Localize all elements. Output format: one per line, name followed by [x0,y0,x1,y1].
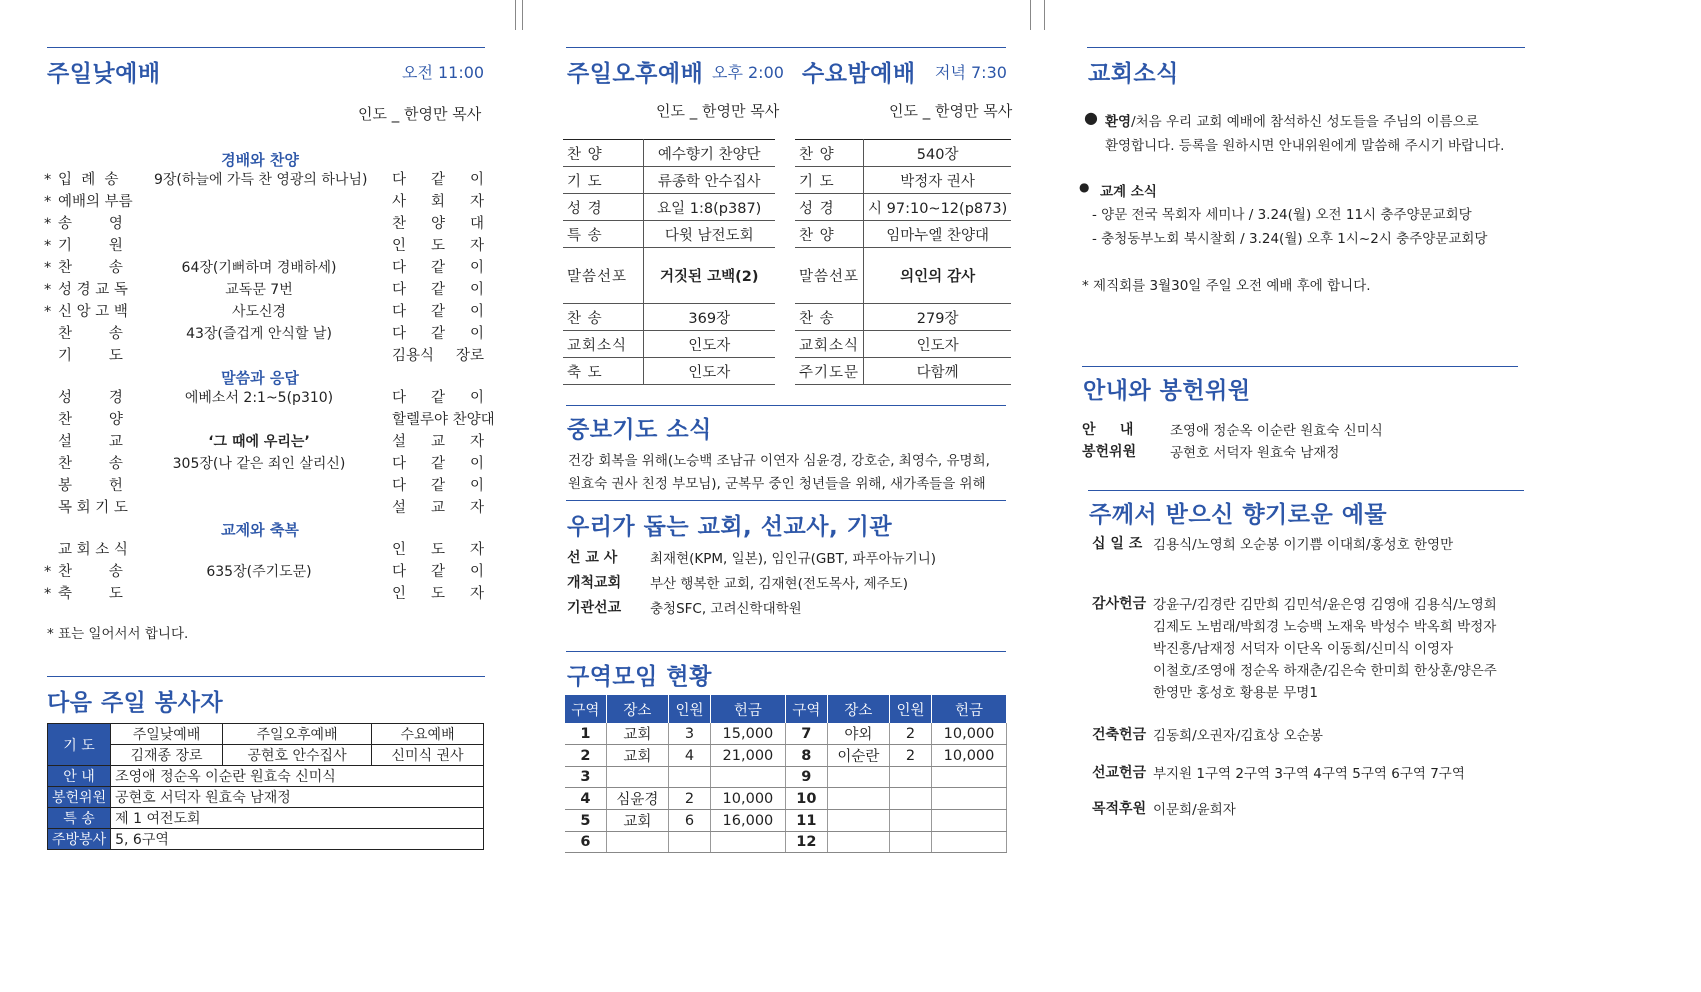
order-of-worship [44,168,495,608]
order-item-content: 에베소서 2:1~5(p310) [184,390,334,406]
offering-title: 주께서 받으신 향기로운 예물 [1089,502,1388,528]
order-label: 교회소식 [563,331,643,358]
divider [566,651,1006,652]
guide-value: 공현호 서덕자 원효숙 남재정 [1170,445,1340,461]
order-item-who: 할렐루야 찬양대 [392,412,495,428]
order-item-who: 찬 양 대 [392,216,484,232]
bullet-icon: ● [1079,180,1090,194]
morning-service-title: 주일낮예배 [47,61,161,87]
order-value: 369장 [643,304,775,331]
next-week-servers-table [47,723,484,850]
order-value: 시 97:10~12(p873) [864,194,1012,221]
news-welcome-line: 환영합니다. 등록을 원하시면 안내위원에게 말씀해 주시기 바랍니다. [1105,138,1505,154]
table-row [565,745,1007,767]
district-cell: 교회 [606,723,668,745]
order-label: 주기도문 [795,358,864,385]
order-item-content: ‘그 때에 우리는’ [208,434,310,450]
order-item [44,430,489,454]
order-value: 예수향기 찬양단 [643,140,775,167]
divider [1087,47,1525,48]
offering-label: 십 일 조 [1092,536,1143,552]
order-item-who: 다 같 이 [392,456,484,472]
district-cell [606,832,668,853]
order-item-who: 다 같 이 [392,260,484,276]
district-cell: 1 [565,723,606,745]
table-row [565,767,1007,788]
next-header: 주일낮예배 [111,724,223,745]
order-label: 찬 송 [563,304,643,331]
district-cell [669,767,711,788]
order-item-who: 다 같 이 [392,478,484,494]
district-cell: 8 [785,745,827,767]
district-cell [710,832,785,853]
district-cell: 2 [890,745,932,767]
divider [1082,366,1518,367]
support-label: 선 교 사 [567,550,618,566]
order-star: * [44,194,52,210]
next-week-title: 다음 주일 봉사자 [47,690,224,716]
order-item [44,256,489,280]
order-item [44,168,489,192]
district-cell: 10,000 [710,788,785,810]
order-item-name: 교 회 소 식 [58,542,128,558]
news-denomination-title: 교계 소식 [1100,184,1157,200]
bullet-icon: ● [1084,108,1098,127]
wednesday-service-time: 저녁 7:30 [935,63,1007,82]
district-cell: 10,000 [932,723,1007,745]
order-star: * [44,216,52,232]
order-item-name: 기 원 [58,238,123,254]
order-value: 540장 [864,140,1012,167]
afternoon-service-time: 오후 2:00 [712,63,784,82]
wednesday-order-table [795,139,1011,385]
offering-names: 부지원 1구역 2구역 3구역 4구역 5구역 6구역 7구역 [1153,766,1465,782]
offering-names: 박진흥/남재정 서덕자 이단옥 이동희/신미식 이영자 [1153,641,1454,657]
order-item-name: 신 앙 고 백 [58,304,128,320]
news-denomination-item: - 충청동부노회 북시찰회 / 3.24(월) 오후 1시~2시 충주양문교회당 [1092,231,1488,247]
news-title: 교회소식 [1088,61,1179,87]
next-row-label: 봉헌위원 [48,787,111,808]
order-item-who: 설 교 자 [392,500,484,516]
district-cell: 2 [669,788,711,810]
table-row [565,810,1007,832]
intercession-line: 건강 회복을 위해(노승백 조남규 이연자 심윤경, 강호순, 최영수, 유명희, [568,453,990,469]
order-item-name: 찬 송 [58,564,123,580]
divider [566,405,1006,406]
order-item-name: 찬 송 [58,260,123,276]
morning-service-time: 오전 11:00 [402,63,485,82]
table-row [565,788,1007,810]
table-row [565,832,1007,853]
order-item-content: 43장(즐겁게 안식할 날) [186,326,332,342]
order-label: 말씀선포 [563,248,643,304]
district-cell [606,767,668,788]
wednesday-service-title: 수요밤예배 [802,61,916,87]
divider [47,676,485,677]
order-label: 찬 송 [795,304,864,331]
order-label: 교회소식 [795,331,864,358]
support-label: 기관선교 [567,600,622,616]
fold-line [1030,0,1031,30]
guide-value: 조영애 정순옥 이순란 원효숙 신미식 [1170,423,1383,439]
district-cell: 5 [565,810,606,832]
order-label: 찬 양 [795,221,864,248]
order-item-name: 목 회 기 도 [58,500,128,516]
order-star: * [44,260,52,276]
offering-names: 김제도 노범래/박희경 노승백 노재욱 박성수 박옥희 박정자 [1153,619,1497,635]
news-denomination-item: - 양문 전국 목회자 세미나 / 3.24(월) 오전 11시 충주양문교회당 [1092,207,1472,223]
intercession-line: 원효숙 권사 친정 부모님), 군복무 중인 청년들을 위해, 새가족들을 위해 [568,476,986,492]
district-cell: 6 [565,832,606,853]
offering-label: 목적후원 [1092,801,1147,817]
order-label: 찬 양 [795,140,864,167]
guide-title: 안내와 봉헌위원 [1083,378,1251,404]
order-item-name: 성 경 교 독 [58,282,128,298]
sermon-title: 의인의 감사 [864,248,1012,304]
divider [566,500,1006,501]
offering-names: 강윤구/김경란 김만희 김민석/윤은영 김영애 김용식/노영희 [1153,597,1497,613]
district-cell: 3 [669,723,711,745]
offering-names: 김동희/오권자/김효상 오순봉 [1153,728,1323,744]
next-prayer: 공현호 안수집사 [222,745,371,766]
district-header: 인원 [890,695,932,723]
district-cell [669,832,711,853]
order-item [44,408,495,432]
district-cell [890,810,932,832]
district-cell: 2 [565,745,606,767]
section-worship: 경배와 찬양 [221,151,299,169]
district-cell: 11 [785,810,827,832]
district-header: 장소 [827,695,889,723]
offering-names: 김용식/노영희 오순봉 이기쁨 이대희/홍성호 한영만 [1153,537,1454,553]
order-item-name: 찬 양 [58,412,123,428]
district-cell: 4 [565,788,606,810]
district-table [565,695,1007,853]
order-item [44,538,489,562]
order-label: 기 도 [563,167,643,194]
order-item-name: 송 영 [58,216,123,232]
order-value: 인도자 [643,358,775,385]
district-header: 구역 [565,695,606,723]
order-label: 성 경 [795,194,864,221]
order-item-who: 인 도 자 [392,542,484,558]
order-value: 류종학 안수집사 [643,167,775,194]
district-cell: 심윤경 [606,788,668,810]
order-item-name: 축 도 [58,586,123,602]
district-cell [827,832,889,853]
district-cell: 16,000 [710,810,785,832]
order-item [44,386,489,410]
order-item-name: 기 도 [58,348,123,364]
divider [566,47,1006,48]
next-header: 수요예배 [372,724,484,745]
afternoon-leader: 인도 _ 한영만 목사 [656,102,780,120]
news-welcome-bold: 환영 [1105,114,1132,130]
district-cell: 10 [785,788,827,810]
next-row-value: 제 1 여전도회 [111,808,484,829]
order-item-name: 예배의 부름 [58,194,133,210]
order-item-who: 다 같 이 [392,304,484,320]
order-item-content: 교독문 7번 [225,282,293,298]
order-star: * [44,172,52,188]
order-item [44,474,489,498]
sermon-title: 거짓된 고백(2) [643,248,775,304]
offering-label: 선교헌금 [1092,765,1147,781]
district-cell [710,767,785,788]
order-item-content: 305장(나 같은 죄인 살리신) [172,456,346,472]
order-label: 축 도 [563,358,643,385]
district-cell [932,810,1007,832]
support-label: 개척교회 [567,575,622,591]
fold-line [1044,0,1045,30]
order-item [44,190,489,214]
section-word: 말씀과 응답 [221,369,299,387]
district-cell [890,767,932,788]
district-header: 구역 [785,695,827,723]
district-cell: 야외 [827,723,889,745]
order-item [44,496,489,520]
district-cell: 7 [785,723,827,745]
next-header: 주일오후예배 [222,724,371,745]
order-item-name: 설 교 [58,434,123,450]
afternoon-service-title: 주일오후예배 [567,61,704,87]
fold-line [515,0,516,30]
morning-leader: 인도 _ 한영만 목사 [358,105,482,123]
order-value: 279장 [864,304,1012,331]
offering-names: 이철호/조영애 정순옥 하재춘/김은숙 한미희 한상훈/양은주 [1153,663,1497,679]
order-item-name: 봉 헌 [58,478,123,494]
order-value: 박정자 권사 [864,167,1012,194]
order-item-name: 입 례 송 [58,172,119,188]
divider [1088,490,1524,491]
order-star: * [44,564,52,580]
order-item [44,278,489,302]
order-label: 말씀선포 [795,248,864,304]
district-cell [932,767,1007,788]
district-header: 인원 [669,695,711,723]
intercession-title: 중보기도 소식 [567,417,712,443]
district-cell [932,788,1007,810]
district-cell: 12 [785,832,827,853]
order-item-name: 찬 송 [58,456,123,472]
guide-label: 안 내 [1082,422,1134,438]
next-row-value: 조영애 정순옥 이순란 원효숙 신미식 [111,766,484,787]
order-item-who: 다 같 이 [392,326,484,342]
district-cell: 4 [669,745,711,767]
order-label: 기 도 [795,167,864,194]
next-row-label: 주방봉사 [48,829,111,850]
afternoon-order-table [563,139,775,385]
district-cell: 9 [785,767,827,788]
district-cell: 이순란 [827,745,889,767]
district-cell [827,767,889,788]
order-value: 인도자 [864,331,1012,358]
district-title: 구역모임 현황 [567,664,712,690]
order-item-name: 성 경 [58,390,123,406]
next-row-label: 특 송 [48,808,111,829]
order-item [44,582,489,606]
divider [47,47,485,48]
order-item [44,452,489,476]
order-value: 임마누엘 찬양대 [864,221,1012,248]
order-item-content: 635장(주기도문) [206,564,312,580]
order-star: * [44,238,52,254]
order-item-who: 설 교 자 [392,434,484,450]
order-item-content: 9장(하늘에 가득 찬 영광의 하나님) [154,172,368,188]
district-cell: 3 [565,767,606,788]
support-value: 최재현(KPM, 일본), 임인규(GBT, 파푸아뉴기니) [650,551,936,567]
fold-line [522,0,523,30]
order-item-who: 다 같 이 [392,282,484,298]
news-welcome-text: /처음 우리 교회 예배에 참석하신 성도들을 주님의 이름으로 [1131,114,1479,130]
order-item [44,212,489,236]
order-value: 다함께 [864,358,1012,385]
support-value: 부산 행복한 교회, 김재현(전도목사, 제주도) [650,576,908,592]
table-row [565,723,1007,745]
support-title: 우리가 돕는 교회, 선교사, 기관 [567,514,893,540]
order-item-who: 인 도 자 [392,586,484,602]
offering-names: 한영만 홍성호 황용분 무명1 [1153,685,1318,701]
district-cell [827,788,889,810]
order-star: * [44,586,52,602]
district-cell: 교회 [606,810,668,832]
order-item-who: 인 도 자 [392,238,484,254]
order-label: 찬 양 [563,140,643,167]
order-item-who: 김용식 장로 [392,348,484,364]
order-star: * [44,282,52,298]
order-item [44,560,489,584]
order-value: 다윗 남전도회 [643,221,775,248]
next-row-value: 공현호 서덕자 원효숙 남재정 [111,787,484,808]
order-label: 성 경 [563,194,643,221]
wednesday-leader: 인도 _ 한영만 목사 [889,102,1013,120]
news-meeting: * 제직회를 3월30일 주일 오전 예배 후에 합니다. [1082,278,1371,294]
district-header: 장소 [606,695,668,723]
next-prayer: 신미식 권사 [372,745,484,766]
prayer-label: 기 도 [48,724,111,766]
district-cell [890,788,932,810]
district-header: 헌금 [932,695,1007,723]
order-value: 인도자 [643,331,775,358]
order-value: 요일 1:8(p387) [643,194,775,221]
district-cell: 21,000 [710,745,785,767]
next-prayer: 김재종 장로 [111,745,223,766]
order-item-who: 다 같 이 [392,564,484,580]
offering-label: 감사헌금 [1092,596,1147,612]
guide-label: 봉헌위원 [1082,444,1137,460]
order-item [44,322,489,346]
section-fellowship: 교제와 축복 [221,521,299,539]
district-cell: 2 [890,723,932,745]
offering-names: 이문희/윤희자 [1153,802,1236,818]
order-item-content: 사도신경 [231,304,287,320]
district-cell: 10,000 [932,745,1007,767]
district-cell [827,810,889,832]
order-item-name: 찬 송 [58,326,123,342]
order-item [44,344,489,368]
order-label: 특 송 [563,221,643,248]
next-row-label: 안 내 [48,766,111,787]
district-cell: 교회 [606,745,668,767]
order-item [44,300,489,324]
district-header: 헌금 [710,695,785,723]
order-item-who: 다 같 이 [392,172,484,188]
order-item [44,234,489,258]
order-item-who: 사 회 자 [392,194,484,210]
district-cell: 6 [669,810,711,832]
order-item-content: 64장(기뻐하며 경배하세) [181,260,337,276]
standing-note: * 표는 일어서서 합니다. [47,626,189,642]
order-star: * [44,304,52,320]
news-welcome [1105,110,1479,130]
order-item-who: 다 같 이 [392,390,484,406]
offering-label: 건축헌금 [1092,727,1147,743]
district-cell [932,832,1007,853]
district-cell [890,832,932,853]
support-value: 충청SFC, 고려신학대학원 [650,601,802,617]
next-row-value: 5, 6구역 [111,829,484,850]
district-cell: 15,000 [710,723,785,745]
